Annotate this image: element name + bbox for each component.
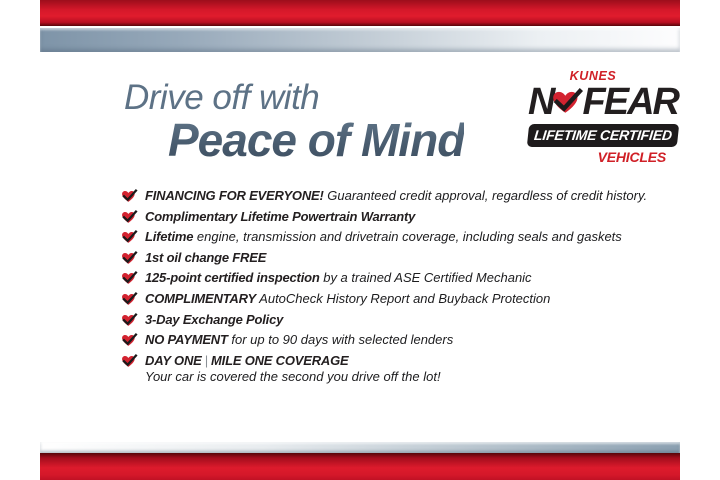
benefit-lead: MILE ONE COVERAGE xyxy=(211,352,349,368)
benefit-description: by a trained ASE Certified Mechanic xyxy=(323,270,532,286)
benefit-text xyxy=(145,313,283,327)
logo-tagline: VEHICLES xyxy=(597,149,666,165)
benefit-text xyxy=(145,210,415,224)
benefit-text xyxy=(145,271,532,285)
top-silver-bar xyxy=(40,28,680,52)
heart-check-icon xyxy=(120,313,138,327)
headline-line2: Peace of Mind xyxy=(168,114,465,166)
benefit-lead: NO PAYMENT xyxy=(145,332,228,348)
logo-wordmark xyxy=(528,83,678,121)
logo-word-end: FEAR xyxy=(582,81,678,123)
heart-check-icon xyxy=(120,251,138,265)
benefit-item xyxy=(120,210,680,224)
heart-check-icon xyxy=(120,271,138,285)
logo-word-start: N xyxy=(528,81,554,123)
benefit-text xyxy=(145,230,622,244)
top-red-bar xyxy=(40,0,680,26)
benefit-lead: 3-Day Exchange Policy xyxy=(145,311,284,327)
benefit-description: AutoCheck History Report and Buyback Protection xyxy=(259,290,551,306)
benefit-text xyxy=(145,251,266,265)
headline xyxy=(124,78,465,166)
heart-check-icon xyxy=(120,230,138,244)
heart-check-icon xyxy=(120,189,138,203)
benefit-description: for up to 90 days with selected lenders xyxy=(231,332,454,348)
benefit-text xyxy=(145,292,550,306)
benefit-description: Guaranteed credit approval, regardless of credit history. xyxy=(327,188,648,203)
benefit-lead: FINANCING FOR EVERYONE! xyxy=(145,188,324,203)
benefit-separator: | xyxy=(204,352,209,368)
benefit-lead: Lifetime xyxy=(145,229,194,245)
benefit-item xyxy=(120,251,680,265)
benefit-item xyxy=(120,230,680,244)
bottom-red-bar xyxy=(40,453,680,480)
benefit-item xyxy=(120,333,680,347)
headline-line1: Drive off with xyxy=(124,78,320,117)
heart-check-icon xyxy=(120,333,138,347)
benefit-lead: 125-point certified inspection xyxy=(145,270,320,286)
heart-check-icon xyxy=(120,292,138,306)
benefit-lead: COMPLIMENTARY xyxy=(145,290,257,306)
kunes-no-fear-logo xyxy=(528,69,678,165)
lifetime-certified-badge: LIFETIME CERTIFIED xyxy=(527,124,679,147)
benefit-text xyxy=(145,333,453,347)
heart-check-icon xyxy=(120,210,138,224)
benefit-lead: 1st oil change FREE xyxy=(145,249,267,265)
heart-check-icon xyxy=(120,354,138,368)
benefit-text xyxy=(145,189,647,203)
bottom-silver-bar xyxy=(40,442,680,453)
benefit-note: Your car is covered the second you drive off the lot! xyxy=(145,368,441,384)
logo-brand-text: KUNES xyxy=(569,69,617,83)
heart-check-icon xyxy=(550,86,583,117)
benefit-item xyxy=(120,313,680,327)
benefit-item xyxy=(120,292,680,306)
benefit-lead: DAY ONE xyxy=(145,352,202,368)
benefit-text xyxy=(145,354,441,384)
benefit-description: engine, transmission and drivetrain coverage, including seals and gaskets xyxy=(196,229,622,245)
benefit-item xyxy=(120,189,680,203)
benefits-list xyxy=(120,189,680,390)
benefit-lead: Complimentary Lifetime Powertrain Warranty xyxy=(145,208,416,224)
benefit-item xyxy=(120,354,680,384)
benefit-item xyxy=(120,271,680,285)
